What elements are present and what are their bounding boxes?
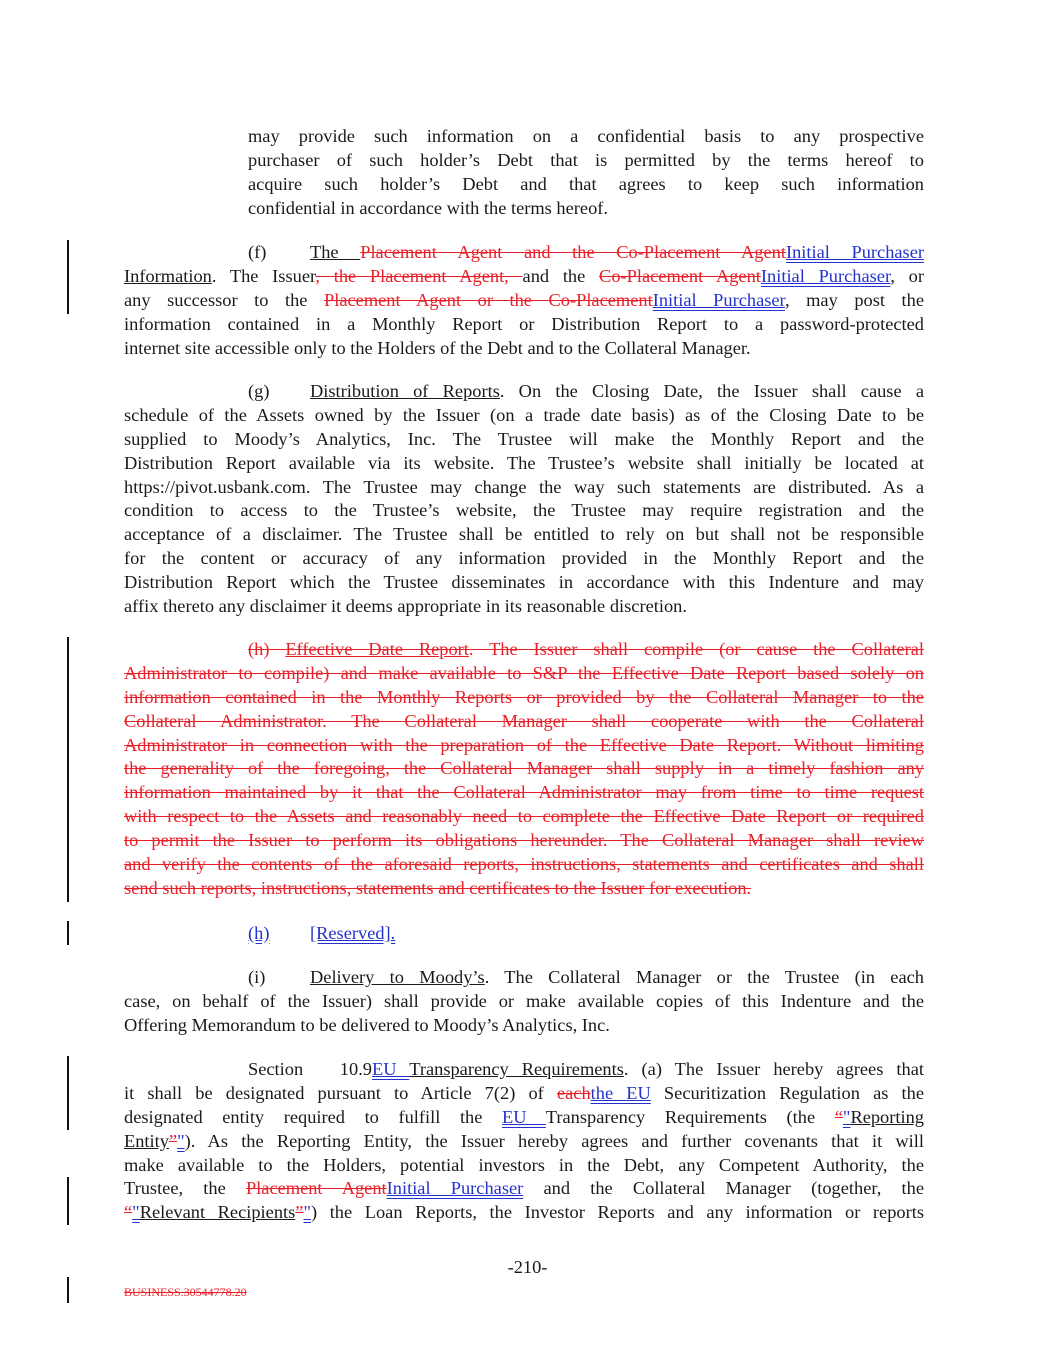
text-line [124, 1058, 924, 1082]
text-line: for the content or accuracy of any information provided in the Monthly Report and the [124, 548, 924, 569]
body-text: ). As the Reporting Entity, the Issuer hereby agrees and further covenants that it will [184, 1130, 924, 1151]
body-text: and the Collateral Manager (together, the [523, 1178, 924, 1199]
change-bar [67, 1056, 69, 1130]
deleted-text: Placement Agent [245, 1178, 387, 1199]
section-label: Section 10.9 [248, 1059, 372, 1079]
body-text: . On the Closing Date, the Issuer shall cause a [499, 381, 924, 401]
text-line: Administrator in connection with the preparation of the Effective Date Report. Without limiting [124, 734, 924, 755]
text-line: make available to the Holders, potential investors in the Debt, any Competent Authority, the [124, 1154, 924, 1175]
text-line [124, 1177, 924, 1201]
text-line: https://pivot.usbank.com. The Trustee may change the way such statements are distributed. As a [124, 476, 924, 497]
text-line: case, on behalf of the Issuer) shall provide or make available copies of this Indenture and the [124, 990, 924, 1011]
para-number: (f) [248, 242, 267, 262]
paragraph-i [124, 966, 924, 1038]
text-line [124, 638, 924, 662]
inserted-text: " [842, 1106, 851, 1127]
text-line: Administrator to compile) and make available to S&P the Effective Date Report based solely on [124, 662, 924, 683]
text-line: information maintained by it that the Collateral Administrator may from time to time request [124, 782, 924, 803]
continuation-paragraph [248, 125, 924, 221]
text-line: internet site accessible only to the Holders of the Debt and to the Collateral Manager. [124, 337, 751, 358]
text-line: supplied to Moody’s Analytics, Inc. The Trustee will make the Monthly Report and the [124, 428, 924, 449]
body-text: any successor to the [124, 289, 324, 310]
body-text: , may post the [784, 289, 924, 310]
paragraph-h-deleted [124, 638, 924, 901]
body-text: ) the Loan Reports, the Investor Reports and any information or reports [310, 1202, 924, 1223]
section-10-9 [124, 1058, 924, 1225]
heading-text: Distribution of Reports [310, 381, 500, 401]
text-line: the generality of the foregoing, the Collateral Manager shall supply in a timely fashion any [124, 758, 924, 779]
body-text: . The Collateral Manager or the Trustee (in each [484, 967, 924, 987]
deleted-text: each [556, 1082, 591, 1103]
body-text: , or [890, 265, 925, 286]
inserted-text: Initial Purchaser [760, 265, 891, 286]
body-text: Transparency Requirements (the [545, 1106, 835, 1127]
defined-term: Entity [124, 1130, 169, 1151]
text-line: to permit the Issuer to perform its obligations hereunder. The Collateral Manager shall review [124, 830, 924, 851]
text-line: information contained in a Monthly Report or Distribution Report to a password-protected [124, 313, 924, 334]
inserted-text: EU [372, 1059, 410, 1079]
deleted-text: , the Placement Agent, [315, 265, 523, 286]
text-line: with respect to the Assets and reasonably need to complete the Effective Date Report or required [124, 806, 924, 827]
para-number: (h) [248, 923, 270, 943]
text-line [124, 922, 924, 946]
para-number: (h) [248, 639, 286, 659]
inserted-text: Initial Purchaser [652, 289, 785, 310]
heading-text: The [310, 242, 361, 262]
inserted-text: the EU [590, 1082, 651, 1103]
heading-text: Information [124, 265, 212, 286]
footer-document-id: BUSINESS.30544778.20 [124, 1285, 247, 1299]
heading-text: Delivery to Moody’s [310, 967, 485, 987]
heading-text: Transparency Requirements [409, 1059, 624, 1079]
inserted-text: Initial Purchaser [386, 1178, 524, 1199]
change-bar [67, 637, 69, 902]
inserted-text: " [177, 1130, 185, 1151]
para-number: (g) [248, 381, 270, 401]
text-line [124, 265, 924, 289]
deleted-text: ” [168, 1130, 178, 1151]
inserted-text: [Reserved]. [310, 923, 396, 943]
text-line: Distribution Report which the Trustee disseminates in accordance with this Indenture and may [124, 572, 924, 593]
text-line [124, 380, 924, 404]
text-line: send such reports, instructions, statements and certificates to the Issuer for execution. [124, 877, 752, 898]
body-text: and the [522, 265, 600, 286]
text-line: information contained in the Monthly Reports or provided by the Collateral Manager to the [124, 686, 924, 707]
deleted-text: Placement Agent or the Co-Placement [324, 289, 653, 310]
body-text: . (a) The Issuer hereby agrees that [623, 1059, 925, 1079]
inserted-text: EU [502, 1106, 546, 1127]
inserted-text: Initial Purchaser [785, 242, 924, 262]
text-line [124, 1201, 924, 1225]
change-bar [67, 240, 69, 314]
change-bar [67, 921, 69, 945]
text-line: schedule of the Assets owned by the Issuer (on a trade date basis) as of the Closing Date to be [124, 404, 924, 425]
text-line [124, 289, 924, 313]
text-line: confidential in accordance with the terms hereof. [248, 197, 608, 218]
body-text: it shall be designated pursuant to Article 7(2) of [124, 1082, 557, 1103]
change-bar [67, 1277, 69, 1303]
body-text: . The Issuer [211, 265, 316, 286]
text-line [124, 1082, 924, 1106]
inserted-text: " [303, 1202, 311, 1223]
defined-term: Reporting [850, 1106, 924, 1127]
paragraph-f [124, 241, 924, 360]
deleted-text: Co-Placement Agent [599, 265, 761, 286]
body-text: designated entity required to fulfill the [124, 1106, 503, 1127]
deleted-text: . The Issuer shall compile (or cause the Collateral [468, 639, 924, 659]
text-line: acquire such holder’s Debt and that agrees to keep such information [248, 173, 924, 194]
inserted-text: " [132, 1202, 140, 1223]
deleted-text: ” [295, 1202, 304, 1223]
text-line: affix thereto any disclaimer it deems appropriate in its reasonable discretion. [124, 596, 687, 617]
text-line: condition to access to the Trustee’s website, the Trustee may require registration and the [124, 500, 924, 521]
text-line [124, 1130, 924, 1154]
text-line: Distribution Report available via its website. The Trustee’s website shall initially be located at [124, 452, 924, 473]
deleted-text: “ [124, 1202, 133, 1223]
deleted-text: Placement Agent and the Co-Placement Agent [360, 242, 786, 262]
body-text: Trustee, the [124, 1178, 246, 1199]
text-line: acceptance of a disclaimer. The Trustee shall be entitled to rely on but shall not be responsible [124, 524, 924, 545]
change-bar [67, 1177, 69, 1225]
deleted-text: “ [834, 1106, 843, 1127]
para-number: (i) [248, 967, 266, 987]
paragraph-g [124, 380, 924, 619]
text-line [124, 966, 924, 990]
text-line [124, 1106, 924, 1130]
text-line: Collateral Administrator. The Collateral Manager shall cooperate with the Collateral [124, 710, 924, 731]
defined-term: Relevant Recipients [139, 1202, 296, 1223]
text-line [124, 241, 924, 265]
text-line: and verify the contents of the aforesaid reports, instructions, statements and certificates and shall [124, 854, 924, 875]
paragraph-h-inserted [124, 922, 924, 946]
page-number: -210- [507, 1257, 548, 1277]
body-text: Securitization Regulation as the [650, 1082, 925, 1103]
text-line: Offering Memorandum to be delivered to Moody’s Analytics, Inc. [124, 1014, 610, 1035]
heading-text: Effective Date Report [285, 639, 469, 659]
text-line: may provide such information on a confidential basis to any prospective [248, 126, 924, 146]
text-line: purchaser of such holder’s Debt that is permitted by the terms hereof to [248, 149, 924, 170]
